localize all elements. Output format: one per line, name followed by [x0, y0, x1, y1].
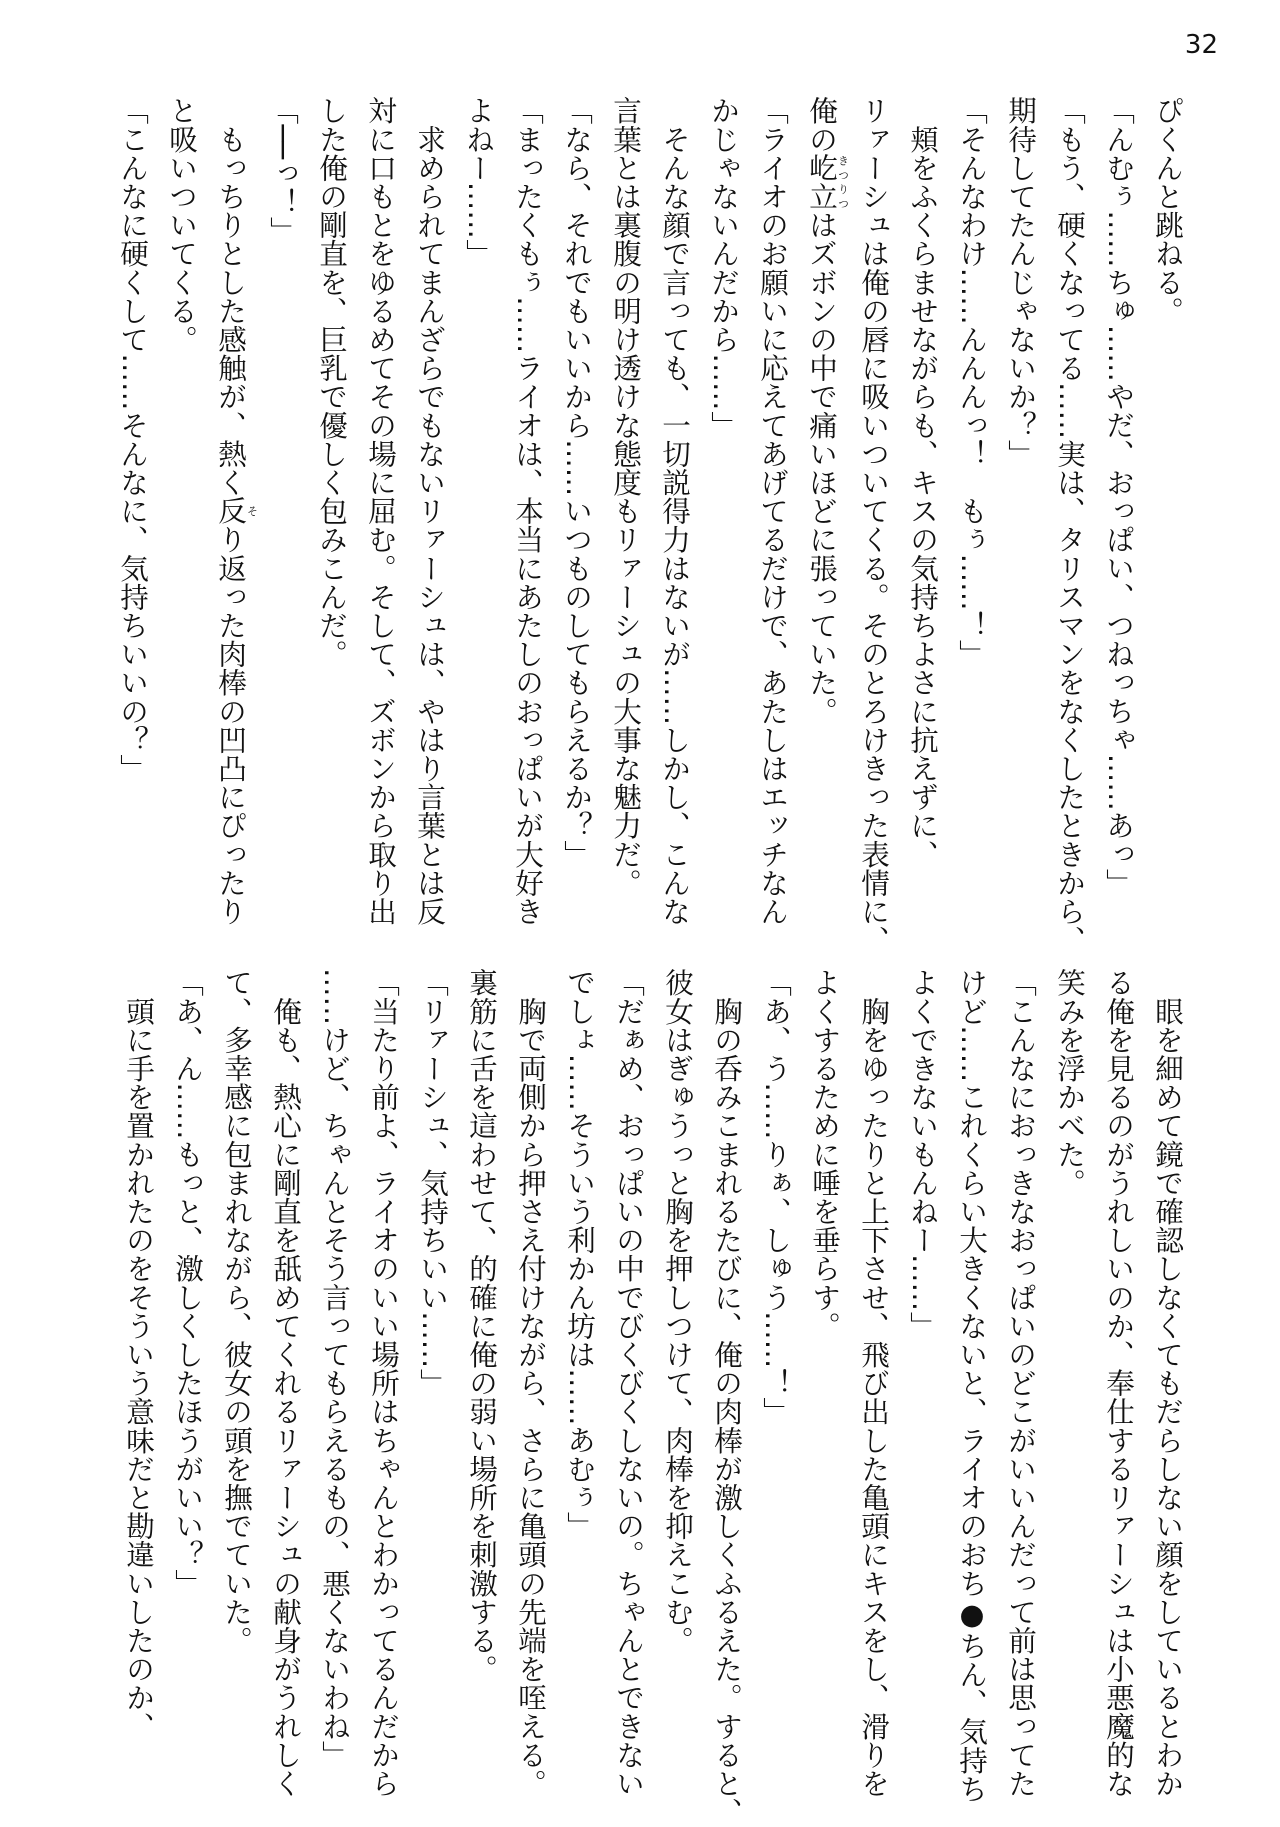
text-line: 「あ、う……りぁ、しゅう……！」	[759, 968, 793, 1426]
text-line: けど……これくらい大きくないと、ライオのおち●ちん、気持ち	[955, 968, 989, 1803]
text-line: 「もう、硬くなってる……実は、タリスマンをなくしたときから、	[1053, 96, 1087, 954]
text-line: 「あ、ん……もっと、激しくしたほうがいい？」	[171, 968, 205, 1598]
text-line: 彼女はぎゅうっと胸を押しつけて、肉棒を抑えこむ。	[661, 968, 695, 1655]
text-line: 対に口もとをゆるめてその場に屈む。そして、ズボンから取り出	[364, 96, 398, 926]
text-line: そんな顔で言っても、一切説得力はないが……しかし、こんな	[658, 96, 692, 926]
text-line: 頭に手を置かれたのをそういう意味だと勘違いしたのか、	[122, 968, 156, 1741]
text-line: 俺も、熱心に剛直を舐めてくれるリァーシュの献身がうれしく	[269, 968, 303, 1798]
upper-text-block	[108, 96, 1192, 954]
text-line: 言葉とは裏腹の明け透けな態度もリァーシュの大事な魅力だ。	[609, 96, 643, 897]
text-line: 「リァーシュ、気持ちいい……」	[416, 968, 450, 1397]
text-line: 「まったくもぅ……ライオは、本当にあたしのおっぱいが大好き	[511, 96, 545, 926]
ruby-reading: そ	[245, 496, 259, 525]
text-segment: もっちりとした感触が、熱く	[214, 96, 248, 497]
text-line: 胸で両側から押さえ付けながら、さらに亀頭の先端を咥える。	[514, 968, 548, 1798]
text-line: 「んむぅ……ちゅ……やだ、おっぱい、つねっちゃ……あっ」	[1102, 96, 1136, 897]
text-line: した俺の剛直を、巨乳で優しく包みこんだ。	[315, 96, 349, 668]
page-number: 32	[1184, 30, 1218, 60]
text-line: 胸の呑みこまれるたびに、俺の肉棒が激しくふるえた。すると、	[710, 968, 744, 1826]
text-line: 求められてまんざらでもないリァーシュは、やはり言葉とは反	[413, 96, 447, 926]
ruby-base: 反	[214, 496, 248, 526]
text-line: と吸いついてくる。	[165, 96, 199, 354]
text-line: 「だぁめ、おっぱいの中でびくびくしないの。ちゃんとできない	[612, 968, 646, 1798]
text-line: て、多幸感に包まれながら、彼女の頭を撫でていた。	[220, 968, 254, 1655]
text-segment: り返った肉棒の凹凸にぴったり	[214, 525, 248, 926]
text-line: 期待してたんじゃないか？」	[1004, 96, 1038, 468]
ruby-base: 屹立	[805, 153, 839, 211]
text-line: 「当たり前よ、ライオのいい場所はちゃんとわかってるんだから	[367, 968, 401, 1798]
text-line: ぴくんと跳ねる。	[1151, 96, 1185, 325]
text-segment: はズボンの中で痛いほどに張っていた。	[805, 210, 839, 726]
text-line: よくできないもんねー……」	[906, 968, 940, 1340]
text-line: る俺を見るのがうれしいのか、奉仕するリァーシュは小悪魔的な	[1102, 968, 1136, 1798]
text-line: 「ライオのお願いに応えてあげてるだけで、あたしはエッチなん	[756, 96, 790, 926]
ruby-annotation	[214, 496, 259, 526]
lower-text-block	[114, 968, 1192, 1826]
text-line: 「なら、それでもいいから……いつものしてもらえるか？」	[560, 96, 594, 869]
text-segment: 俺の	[805, 96, 839, 154]
text-line: よねー……」	[462, 96, 496, 268]
text-line: 眼を細めて鏡で確認しなくてもだらしない顔をしているとわか	[1151, 968, 1185, 1798]
text-line: ……けど、ちゃんとそう言ってもらえるもの、悪くないわね」	[318, 968, 352, 1769]
text-line: 「そんなわけ……んんんっ！ もぅ……！」	[955, 96, 989, 668]
text-line	[206, 96, 258, 936]
text-line: でしょ……そういう利かん坊は……あむぅ」	[563, 968, 597, 1540]
ruby-annotation	[805, 153, 850, 211]
text-line: 胸をゆったりと上下させ、飛び出した亀頭にキスをし、滑りを	[857, 968, 891, 1798]
text-line: よくするために唾を垂らす。	[808, 968, 842, 1340]
text-line: 「こんなにおっきなおっぱいのどこがいいんだって前は思ってた	[1004, 968, 1038, 1798]
text-line: 裏筋に舌を這わせて、的確に俺の弱い場所を刺激する。	[465, 968, 499, 1683]
text-line: 「──っ！」	[266, 96, 300, 245]
text-line: 頬をふくらませながらも、キスの気持ちよさに抗えずに、	[906, 96, 940, 869]
ruby-reading: きつりつ	[836, 153, 850, 211]
text-line: リァーシュは俺の唇に吸いついてくる。そのとろけきった表情に、	[857, 96, 891, 954]
text-line	[797, 96, 849, 936]
text-line: 「こんなに硬くして……そんなに、気持ちいいの？」	[116, 96, 150, 783]
text-line: 笑みを浮かべた。	[1053, 968, 1087, 1197]
text-line: かじゃないんだから……」	[707, 96, 741, 440]
